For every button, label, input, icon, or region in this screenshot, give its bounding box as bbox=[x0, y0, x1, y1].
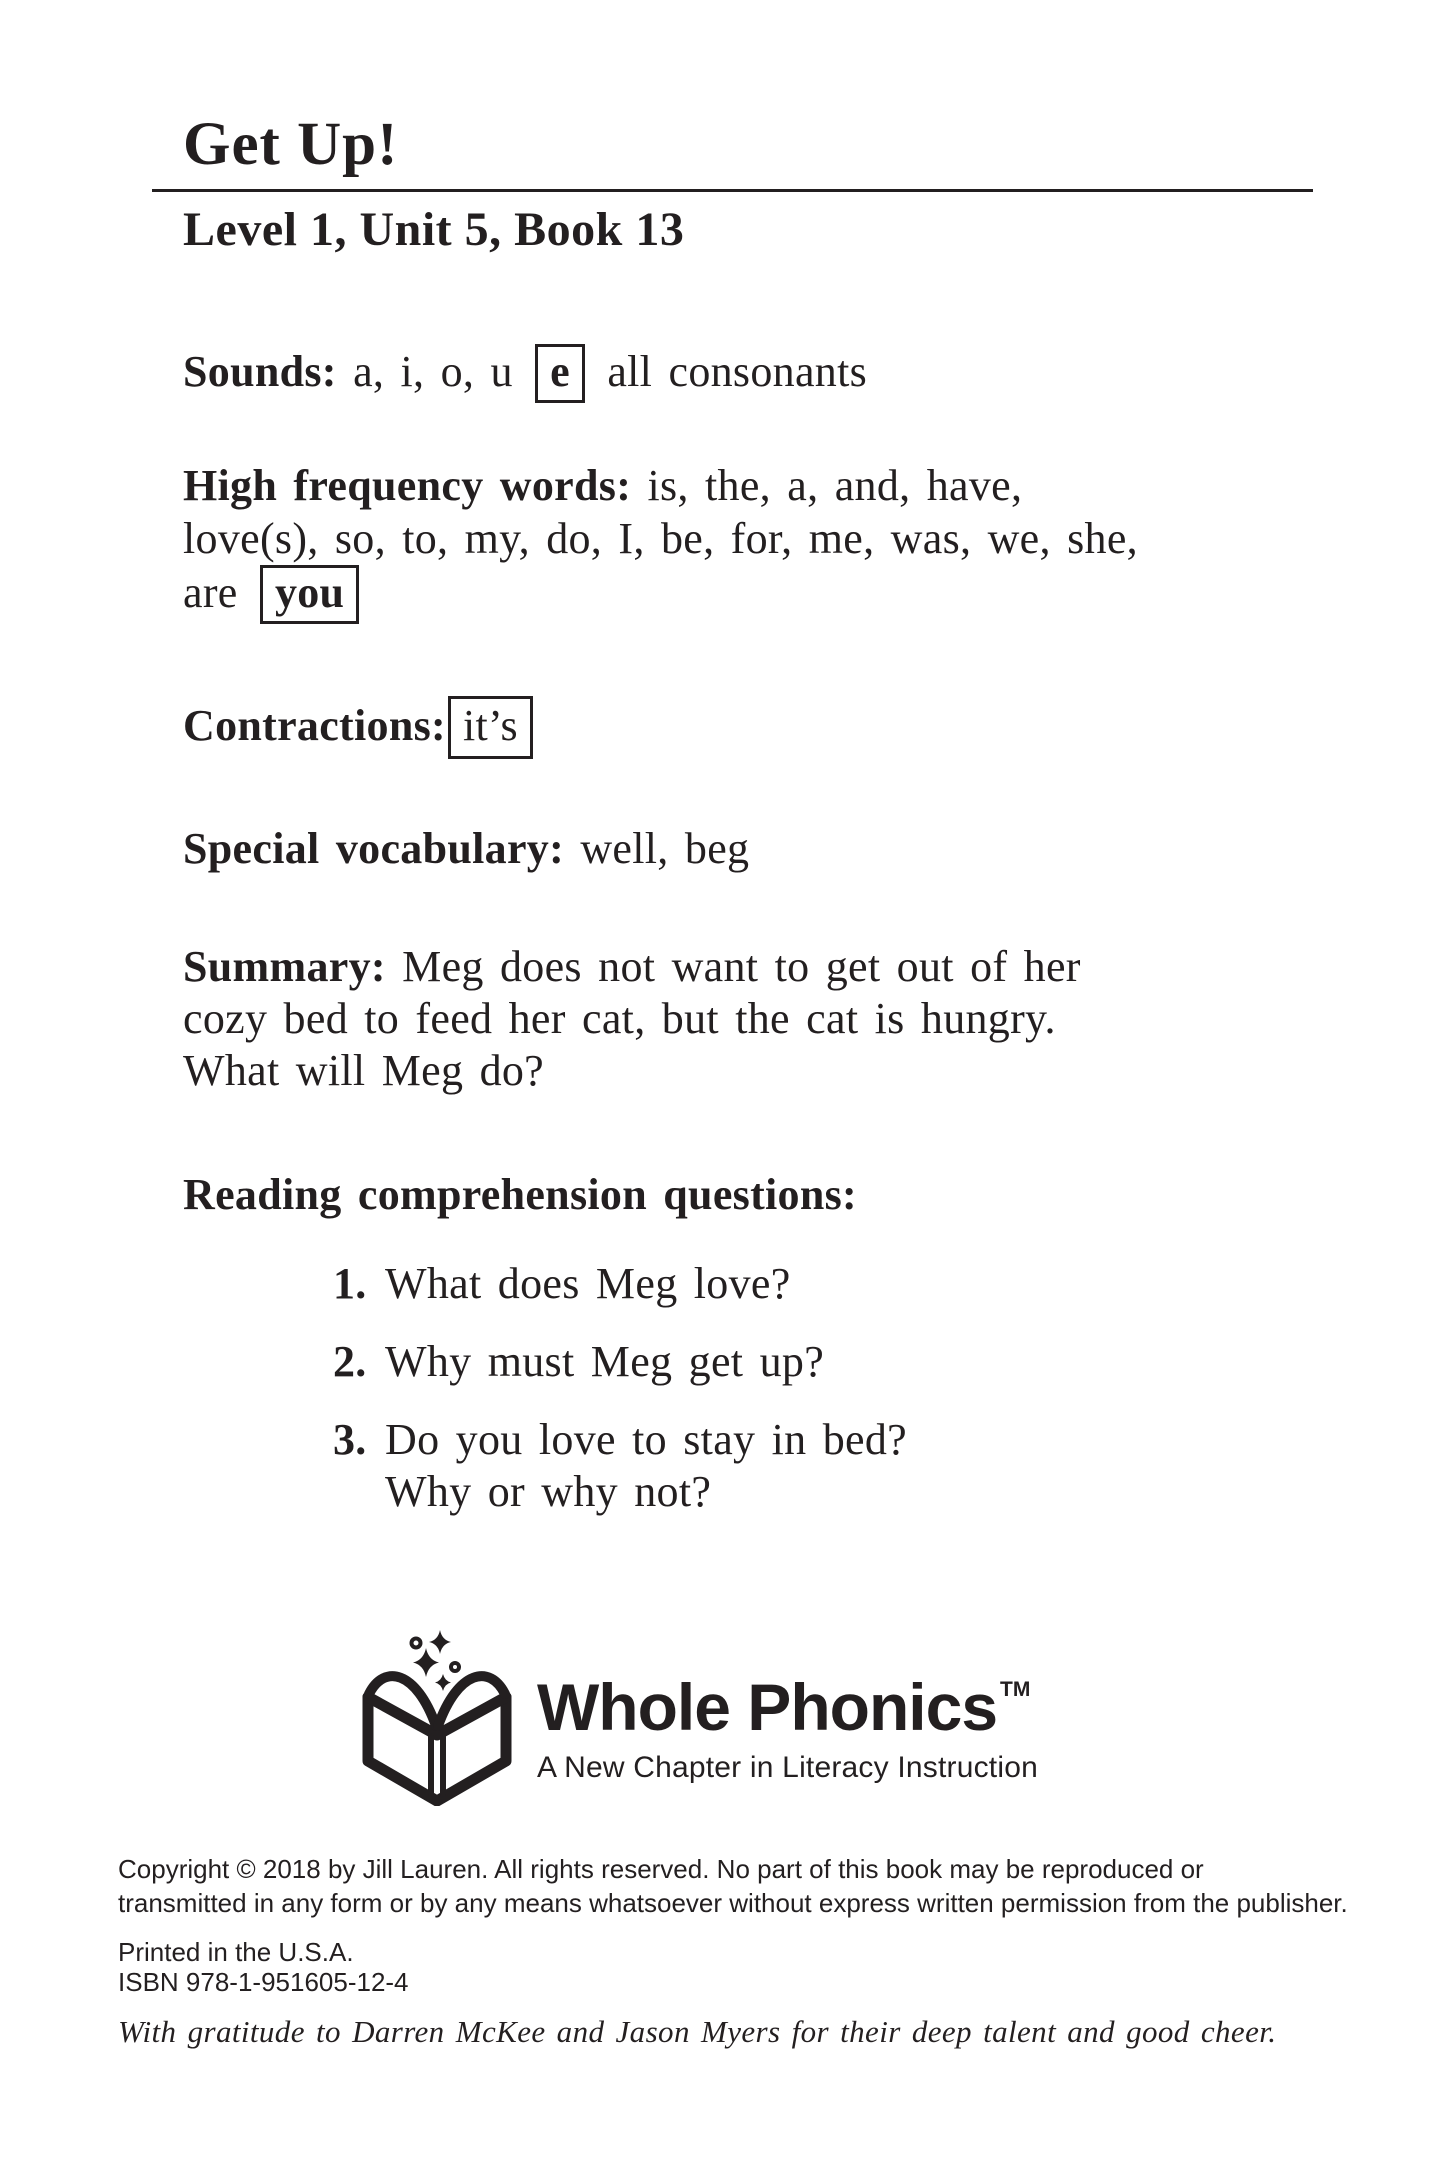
question-item-1 bbox=[333, 1258, 1233, 1310]
high-frequency-words-label: High frequency words: bbox=[183, 461, 632, 510]
boxed-word-you: you bbox=[260, 565, 359, 624]
question-1-text: What does Meg love? bbox=[385, 1259, 791, 1308]
summary-section bbox=[183, 941, 1303, 1097]
printed-in: Printed in the U.S.A. bbox=[118, 1937, 354, 1967]
trademark-symbol: TM bbox=[1000, 1678, 1031, 1701]
page-title: Get Up! bbox=[183, 111, 399, 178]
copyright-line-1: Copyright © 2018 by Jill Lauren. All rights reserved. No part of this book may be reproduced or bbox=[118, 1854, 1204, 1884]
question-3-text-line2: Why or why not? bbox=[385, 1467, 712, 1516]
logo-name-row bbox=[537, 1670, 1038, 1744]
title-underline-rule bbox=[152, 189, 1313, 192]
sounds-label: Sounds: bbox=[183, 347, 337, 396]
question-item-2 bbox=[333, 1336, 1233, 1388]
isbn: ISBN 978-1-951605-12-4 bbox=[118, 1967, 409, 1997]
summary-label: Summary: bbox=[183, 942, 386, 991]
logo-wordmark: Whole Phonics bbox=[537, 1670, 998, 1744]
summary-line1: Meg does not want to get out of her bbox=[402, 942, 1081, 991]
copyright-line-2: transmitted in any form or by any means whatsoever without express written permission from the publisher. bbox=[118, 1888, 1348, 1918]
question-list bbox=[333, 1258, 1233, 1544]
logo-tagline: A New Chapter in Literacy Instruction bbox=[537, 1751, 1038, 1784]
gratitude-note: With gratitude to Darren McKee and Jason Myers for their deep talent and good cheer. bbox=[118, 2014, 1277, 2049]
contractions-label: Contractions: bbox=[183, 701, 446, 750]
boxed-word-e: e bbox=[535, 344, 585, 403]
high-frequency-words-section bbox=[183, 459, 1333, 624]
high-frequency-words-line1: is, the, a, and, have, bbox=[647, 461, 1023, 510]
printing-info bbox=[118, 1937, 409, 1997]
question-1-number: 1. bbox=[333, 1259, 367, 1308]
open-book-icon bbox=[368, 1676, 506, 1801]
reading-comprehension-heading: Reading comprehension questions: bbox=[183, 1170, 857, 1219]
question-2-text: Why must Meg get up? bbox=[385, 1337, 825, 1386]
special-vocabulary-label: Special vocabulary: bbox=[183, 824, 565, 873]
open-book-with-sparkles-icon bbox=[356, 1620, 521, 1806]
summary-line2: cozy bed to feed her cat, but the cat is hungry. bbox=[183, 994, 1056, 1043]
high-frequency-words-line3: are bbox=[183, 568, 238, 617]
sparkle-dot-right bbox=[451, 1663, 459, 1671]
copyright-notice bbox=[118, 1852, 1358, 1920]
question-3-number: 3. bbox=[333, 1415, 367, 1464]
boxed-word-its: it’s bbox=[448, 696, 533, 759]
sounds-consonants-note: all consonants bbox=[607, 347, 868, 396]
question-item-3 bbox=[333, 1414, 1233, 1518]
question-2-number: 2. bbox=[333, 1337, 367, 1386]
special-vocabulary-words: well, beg bbox=[580, 824, 750, 873]
sparkle-dot-left bbox=[412, 1639, 421, 1648]
contractions-section bbox=[183, 696, 539, 759]
high-frequency-words-line2: love(s), so, to, my, do, I, be, for, me, was, we, she, bbox=[183, 514, 1138, 563]
summary-line3: What will Meg do? bbox=[183, 1046, 545, 1095]
page-subtitle: Level 1, Unit 5, Book 13 bbox=[183, 203, 685, 256]
question-3-text-line1: Do you love to stay in bed? bbox=[385, 1415, 908, 1464]
sounds-vowels: a, i, o, u bbox=[353, 347, 513, 396]
logo-text-block bbox=[537, 1620, 1038, 1785]
special-vocabulary-section bbox=[183, 822, 749, 875]
sounds-section bbox=[183, 344, 867, 403]
whole-phonics-logo bbox=[356, 1620, 1038, 1806]
